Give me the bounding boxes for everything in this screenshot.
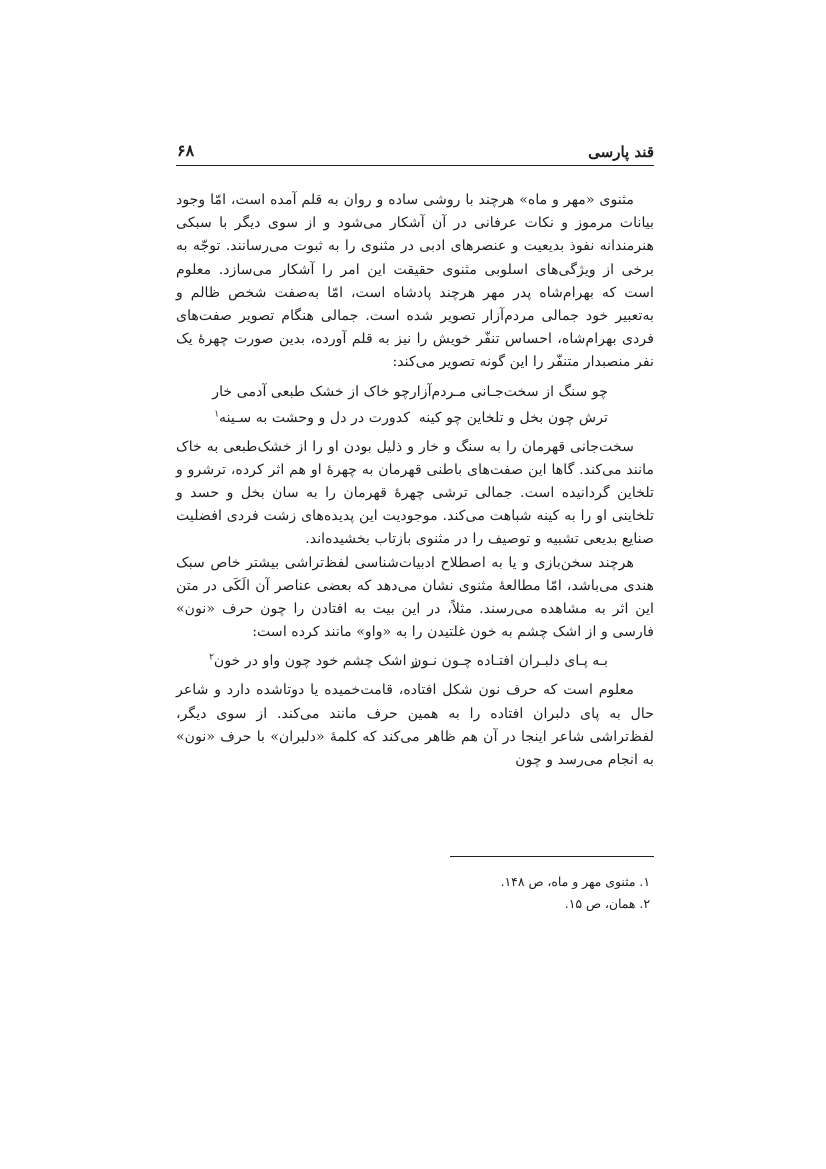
running-title: قند پارسی: [588, 143, 654, 161]
hemistich-first: بـه پـای دلبـران افتـاده چـون نـون: [411, 653, 608, 670]
footnote-divider: [450, 856, 654, 857]
paragraph-1: مثنوی «مهر و ماه» هرچند با روشی ساده و روان به قلم آمده است، امّا وجود بیانات مرموز و نکات عرفانی در آن آشکار می‌شود و از سوی دیگر با سبکی هنرمندانه نفوذ بدیعیت و عنصرهای ادبی در مثنوی را به ثبوت می‌رسانند. توجّه به برخی از ویژگی‌های اسلوبی مثنوی حقیقت این امر را آشکار می‌سازد. معلوم است که بهرام‌شاه پدر مهر هرچند پادشاه است، امّا به‌صفت شخص ظالم و به‌تعبیر خود جمالی مردم‌آزار تصویر شده است. جمالی هنگام تصویر صفت‌های فردی بهرام‌شاه، احساس تنفّر خویش را نیز به قلم آورده، بدین صورت چهرهٔ یک نفر منصبدار متنفّر را این گونه تصویر می‌کند:: [176, 192, 654, 371]
footnote-marker: ۱: [214, 408, 220, 419]
hemistich-text: ز اشک چشم خود چون واو در خون: [213, 653, 418, 670]
page-number: ۶۸: [177, 141, 195, 160]
page-header: [176, 141, 654, 166]
hemistich-text: کدورت در دل و وحشت به سـینه: [219, 409, 410, 426]
verse-line: [176, 405, 654, 431]
footnotes: [450, 871, 650, 915]
paragraph-2: سخت‌جانی قهرمان را به سنگ و خار و ذلیل بودن او را از خشک‌طبعی به خاک مانند می‌کند. گاها این صفت‌های باطنی قهرمان به چهرهٔ او هم اثر کرده، ترشرو و تلخاین گردانیده است. جمالی ترشی چهرهٔ قهرمان را به سان بخل و حسد و تلخاینی او را به کینه شباهت می‌کند. موجودیت این پدیده‌های زشت فردی افضلیت صنایع بدیعی تشبیه و توصیف را در مثنوی بازتاب بخشیده‌اند.: [176, 438, 654, 548]
verse-line: [176, 648, 654, 674]
verse-line: [176, 379, 654, 405]
hemistich-first: ترش چون بخل و تلخاین چو کینه: [418, 409, 608, 426]
paragraph-3: هرچند سخن‌بازی و یا به اصطلاح ادبیات‌شناسی لفظ‌تراشی بیشتر خاص سبک هندی می‌باشد، امّا مطالعهٔ مثنوی نشان می‌دهد که بعضی عناصر آن الَکَی در متن این اثر به مشاهده می‌رسند. مثلاً، در این بیت به افتادن را چون حرف «نون» فارسی و از اشک چشم به خون غلتیدن را به «واو» مانند کرده است:: [176, 554, 654, 641]
footnote-1: ۱. مثنوی مهر و ماه، ص ۱۴۸.: [500, 874, 650, 889]
hemistich-second: [209, 648, 418, 674]
verse-couplet-2: [176, 648, 654, 674]
footnote-2: ۲. همان، ص ۱۵.: [564, 896, 650, 911]
paragraph-4: معلوم است که حرف نون شکل افتاده، قامت‌خمیده یا دوتاشده دارد و شاعر حال به پای دلبران افتاده را به همین حرف مانند می‌کند. از سوی دیگر، لفظ‌تراشی شاعر اینجا در آن هم ظاهر می‌کند که کلمهٔ «دلبران» با حرف «نون» به انجام می‌رسد و چون: [176, 682, 654, 769]
verse-couplet-1: [176, 379, 654, 431]
hemistich-second: چو خاک از خشک طبعی آدمی خار: [212, 383, 410, 400]
body-text: [176, 189, 654, 772]
hemistich-second: [214, 405, 410, 431]
hemistich-first: چو سنگ از سخت‌جـانی مـردم‌آزار: [409, 383, 608, 400]
footnote-marker: ۲: [209, 652, 214, 663]
